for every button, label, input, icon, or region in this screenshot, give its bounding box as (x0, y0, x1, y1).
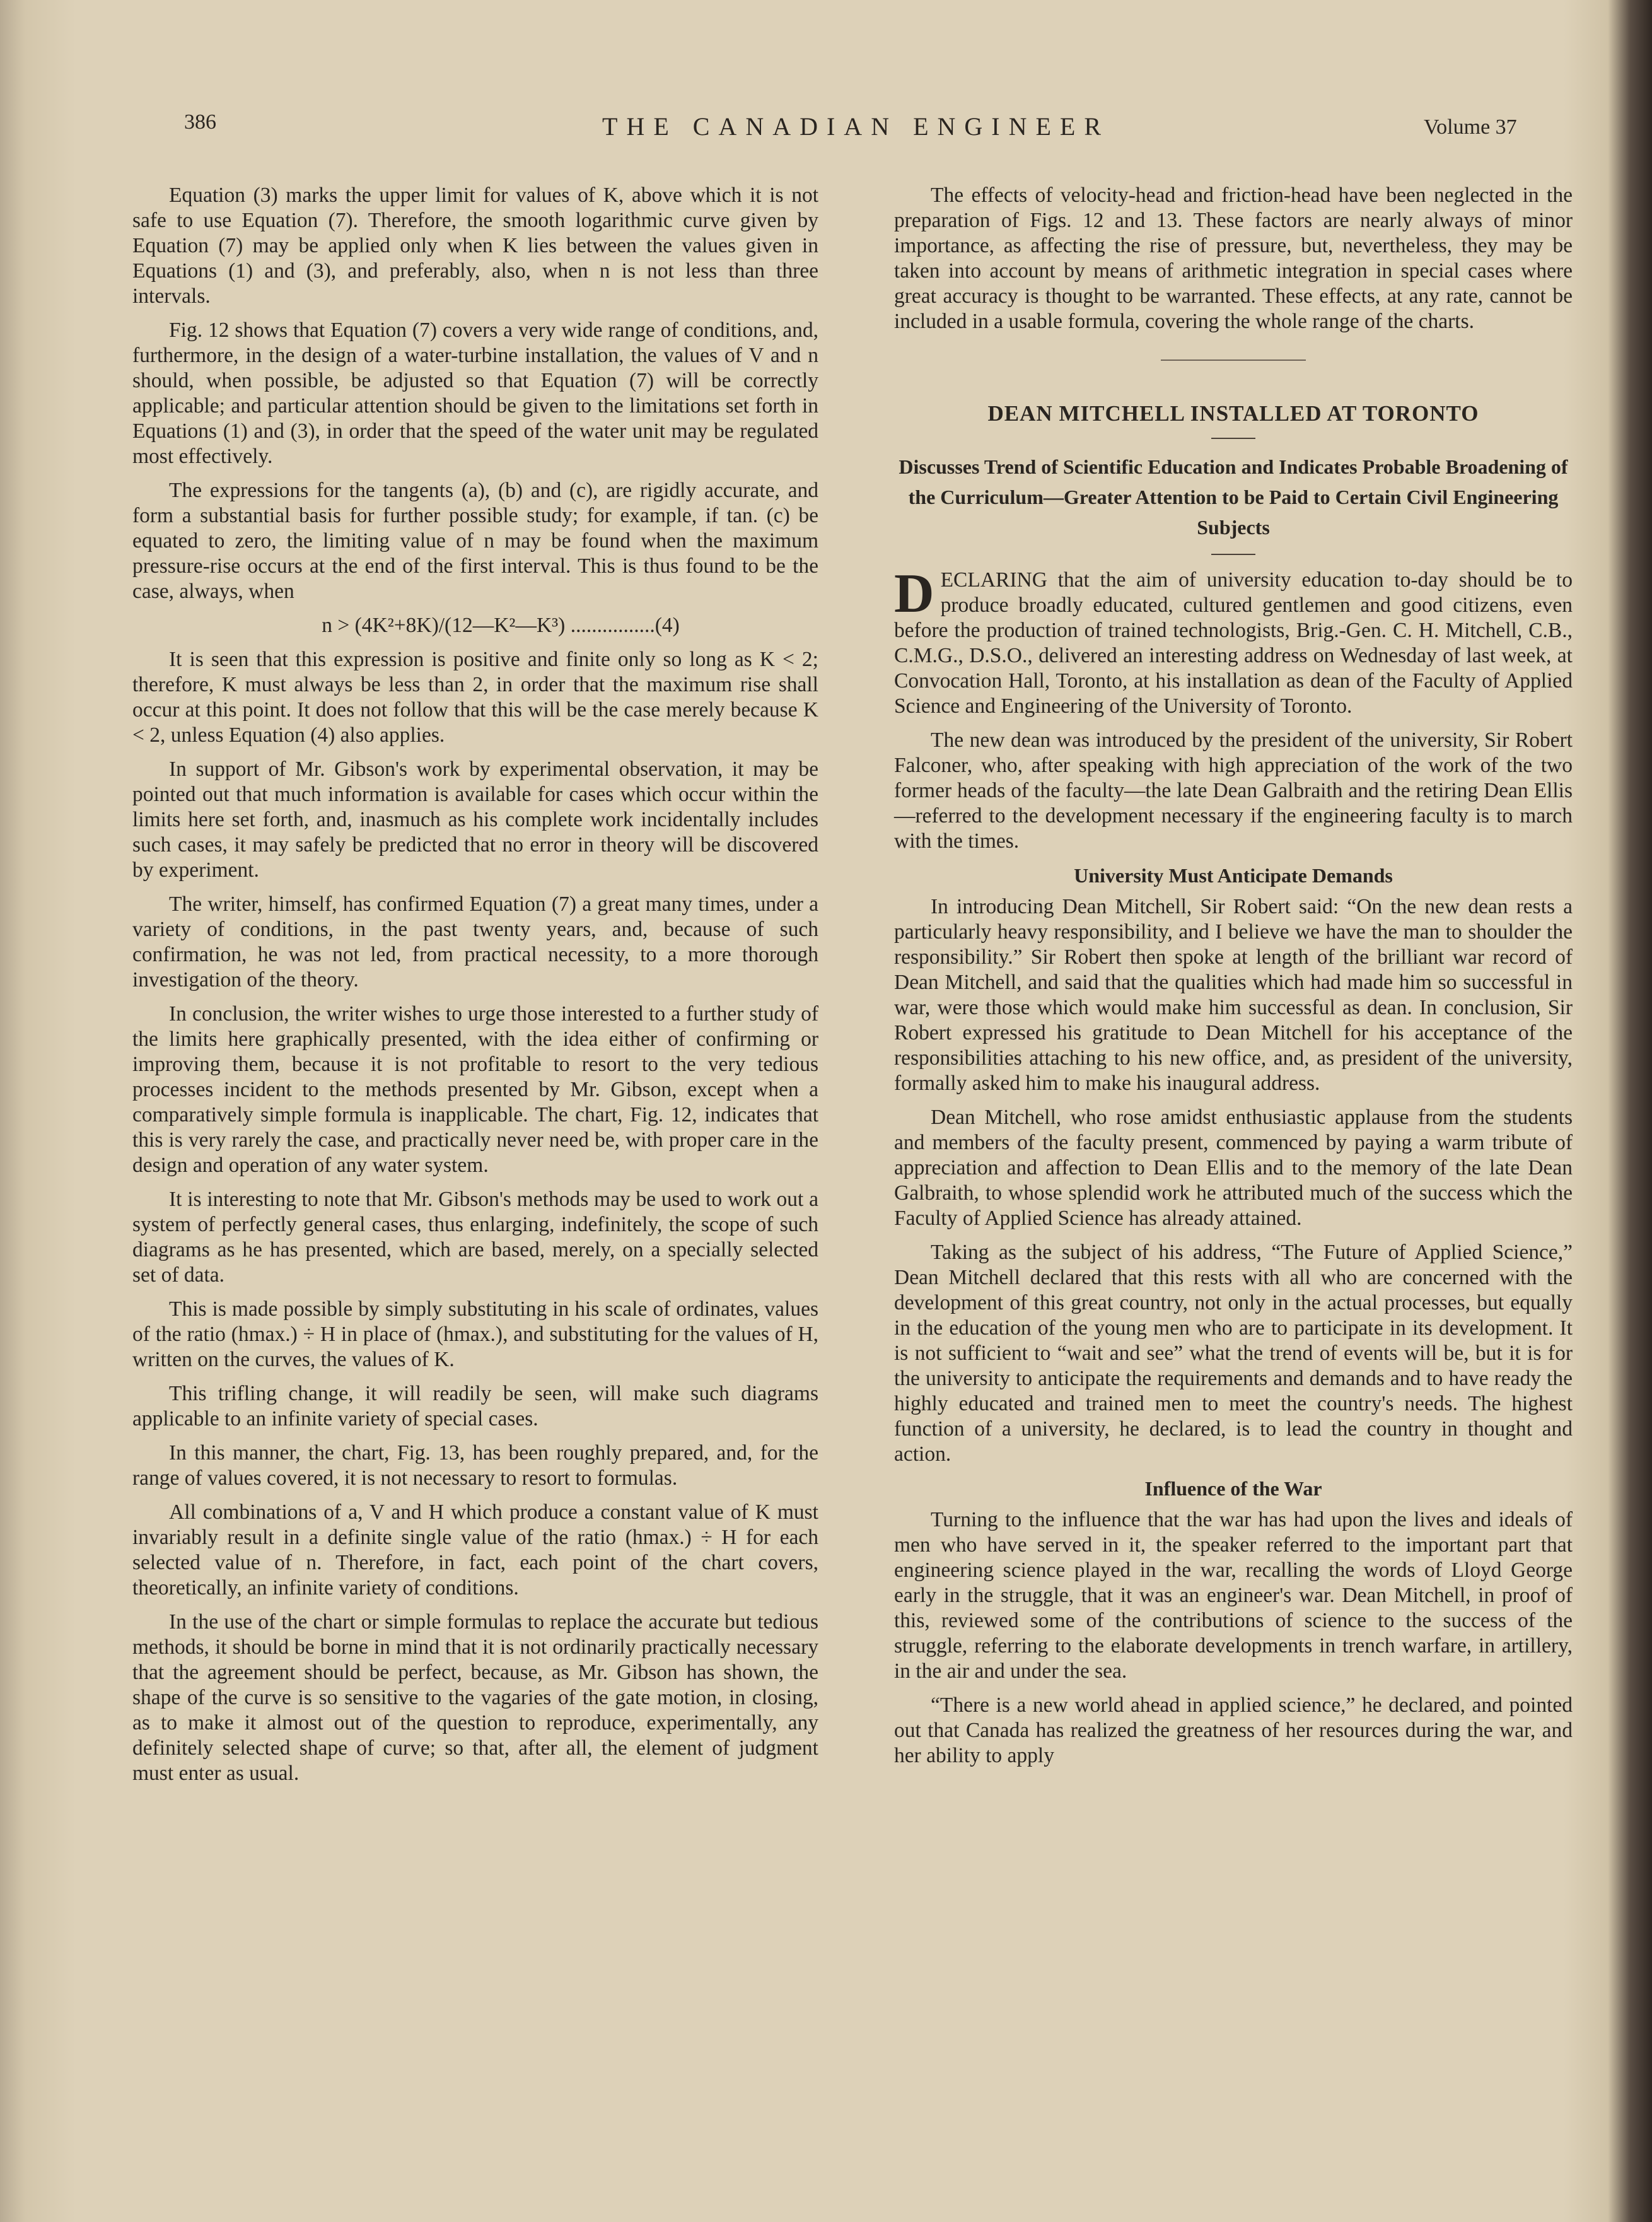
paragraph: Turning to the influence that the war has had upon the lives and ideals of men who have served in it, the speaker referred to the important part that engineering science played in the war, recalling the words of Lloyd George early in the struggle, that it was an engineer's war. Dean Mitchell, in proof of this, reviewed some of the contributions of science to the success of the struggle, referring to the elaborate developments in trench warfare, in artillery, in the air and under the sea. (894, 1508, 1573, 1683)
volume-label: Volume 37 (1424, 115, 1517, 139)
paragraph: The expressions for the tangents (a), (b) and (c), are rigidly accurate, and form a substantial basis for further possible study; for example, if tan. (c) be equated to zero, the limiting value of n may be found when the maximum pressure-rise occurs at the end of the first interval. This is thus found to be the case, always, when (132, 479, 818, 603)
equation-4: n > (4K²+8K)/(12—K²—K³) ................(4) (322, 614, 680, 637)
right-column (894, 183, 1573, 1777)
paragraph: In conclusion, the writer wishes to urge those interested to a further study of the limits here graphically presented, with the idea either of confirming or improving them, because it is not profitable to resort to the very tedious processes incident to the methods presented by Mr. Gibson, except when a comparatively simple formula is inapplicable. The chart, Fig. 12, indicates that this is very rarely the case, and practically never need be, with proper care in the design and operation of any water system. (132, 1002, 818, 1177)
subheading: Influence of the War (1144, 1477, 1322, 1500)
paragraph: This is made possible by simply substituting in his scale of ordinates, values of the ratio (hmax.) ÷ H in place of (hmax.), and substituting for the values of H, written on the curves, the values of K. (132, 1297, 818, 1371)
lead-text: ECLARING that the aim of university education to-day should be to produce broadly educated, cultured gentlemen and good citizens, even before the production of trained technologists, Brig.-Gen. C. H. Mitchell, C.B., C.M.G., D.S.O., delivered an interesting address on Wednesday of last week, at Convocation Hall, Toronto, at his installation as dean of the Faculty of Applied Science and Engineering of the University of Toronto. (894, 568, 1573, 718)
heading-rule (1211, 554, 1255, 555)
article-heading: DEAN MITCHELL INSTALLED AT TORONTO (987, 401, 1479, 426)
paragraph: The effects of velocity-head and friction-head have been neglected in the preparation of Figs. 12 and 13. These factors are nearly always of minor importance, as affecting the rise of pressure, but, nevertheless, they may be taken into account by means of arithmetic integration in special cases where great accuracy is thought to be warranted. These effects, at any rate, cannot be included in a usable formula, covering the whole range of the charts. (894, 184, 1573, 333)
paragraph: The new dean was introduced by the president of the university, Sir Robert Falconer, who, after speaking with high appreciation of the work of the two former heads of the faculty—the late Dean Galbraith and the retiring Dean Ellis—referred to the development necessary if the engineering faculty is to march with the times. (894, 728, 1573, 853)
journal-title: THE CANADIAN ENGINEER (602, 112, 1110, 141)
paragraph: This trifling change, it will readily be seen, will make such diagrams applicable to an infinite variety of special cases. (132, 1382, 818, 1430)
left-column (132, 183, 818, 1795)
section-divider (1161, 360, 1306, 361)
paragraph: Fig. 12 shows that Equation (7) covers a very wide range of conditions, and, furthermore, in the design of a water-turbine installation, the values of V and n should, when possible, be adjusted so that Equation (7) will be correctly applicable; and particular attention should be given to the limitations set forth in Equations (1) and (3), in order that the speed of the water unit may be regulated most effectively. (132, 319, 818, 468)
heading-rule (1211, 438, 1255, 439)
paragraph: It is interesting to note that Mr. Gibson's methods may be used to work out a system of perfectly general cases, thus enlarging, indefinitely, the scope of such diagrams as he has presented, which are based, merely, on a specially selected set of data. (132, 1188, 818, 1287)
paragraph: Equation (3) marks the upper limit for values of K, above which it is not safe to use Equation (7). Therefore, the smooth logarithmic curve given by Equation (7) may be applied only when K lies between the values given in Equations (1) and (3), and preferably, also, when n is not less than three intervals. (132, 184, 818, 308)
paragraph: In introducing Dean Mitchell, Sir Robert said: “On the new dean rests a particularly heavy responsibility, and I believe we have the man to shoulder the responsibility.” Sir Robert then spoke at length of the brilliant war record of Dean Mitchell, and said that the qualities which had made him so successful in war, were those which would make him successful as dean. In conclusion, Sir Robert expressed his gratitude to Dean Mitchell for his acceptance of the responsibilities attaching to his new office, and, as president of the university, formally asked him to make his inaugural address. (894, 895, 1573, 1095)
paragraph: In support of Mr. Gibson's work by experimental observation, it may be pointed out that much information is available for cases which occur within the limits here set forth, and, inasmuch as his complete work incidentally includes such cases, it may safely be predicted that no error in theory will be discovered by experiment. (132, 757, 818, 882)
subheading: University Must Anticipate Demands (1074, 864, 1393, 887)
paragraph: The writer, himself, has confirmed Equation (7) a great many times, under a variety of conditions, in the past twenty years, and, because of such confirmation, he was not led, from practical necessity, to a more thorough investigation of the theory. (132, 892, 818, 991)
paragraph: “There is a new world ahead in applied science,” he declared, and pointed out that Canada has realized the greatness of her resources during the war, and her ability to apply (894, 1693, 1573, 1767)
paragraph: Taking as the subject of his address, “The Future of Applied Science,” Dean Mitchell declared that this rests with all who are concerned with the development of this great country, not only in the actual processes, but equally in the education of the young men who are to participate in its development. It is not sufficient to “wait and see” what the trend of events will be, but it is for the university to anticipate the requirements and demands and to have ready the highly educated and trained men to meet the country's needs. The highest function of a university, he declared, is to lead the country in thought and action. (894, 1241, 1573, 1466)
paragraph: It is seen that this expression is positive and finite only so long as K < 2; therefore, K must always be less than 2, in order that the maximum rise shall occur at this point. It does not follow that this will be the case merely because K < 2, unless Equation (4) also applies. (132, 648, 818, 747)
lead-paragraph (894, 563, 1573, 719)
paragraph: In this manner, the chart, Fig. 13, has been roughly prepared, and, for the range of values covered, it is not necessary to resort to formulas. (132, 1441, 818, 1490)
running-header (0, 110, 1652, 155)
paragraph: All combinations of a, V and H which produce a constant value of K must invariably result in a definite single value of the ratio (hmax.) ÷ H for each selected value of n. Therefore, in fact, each point of the chart covers, theoretically, an infinite variety of conditions. (132, 1500, 818, 1599)
drop-cap: D (894, 563, 934, 624)
paragraph: Dean Mitchell, who rose amidst enthusiastic applause from the students and members of the faculty present, commenced by paying a warm tribute of appreciation and affection to Dean Ellis and to the memory of the late Dean Galbraith, to whose splendid work he attributed much of the success which the Faculty of Applied Science has already attained. (894, 1106, 1573, 1230)
paragraph: In the use of the chart or simple formulas to replace the accurate but tedious methods, it should be borne in mind that it is not ordinarily practically necessary that the agreement should be perfect, because, as Mr. Gibson has shown, the shape of the curve is so sensitive to the vagaries of the gate motion, in closing, as to make it almost out of the question to reproduce, experimentally, any definitely selected shape of curve; so that, after all, the element of judgment must enter as usual. (132, 1610, 818, 1785)
article-deck: Discusses Trend of Scientific Education and Indicates Probable Broadening of the Curriculum—Greater Attention to be Paid to Certain Civil Engineering Subjects (899, 455, 1568, 539)
page-number: 386 (184, 110, 216, 134)
